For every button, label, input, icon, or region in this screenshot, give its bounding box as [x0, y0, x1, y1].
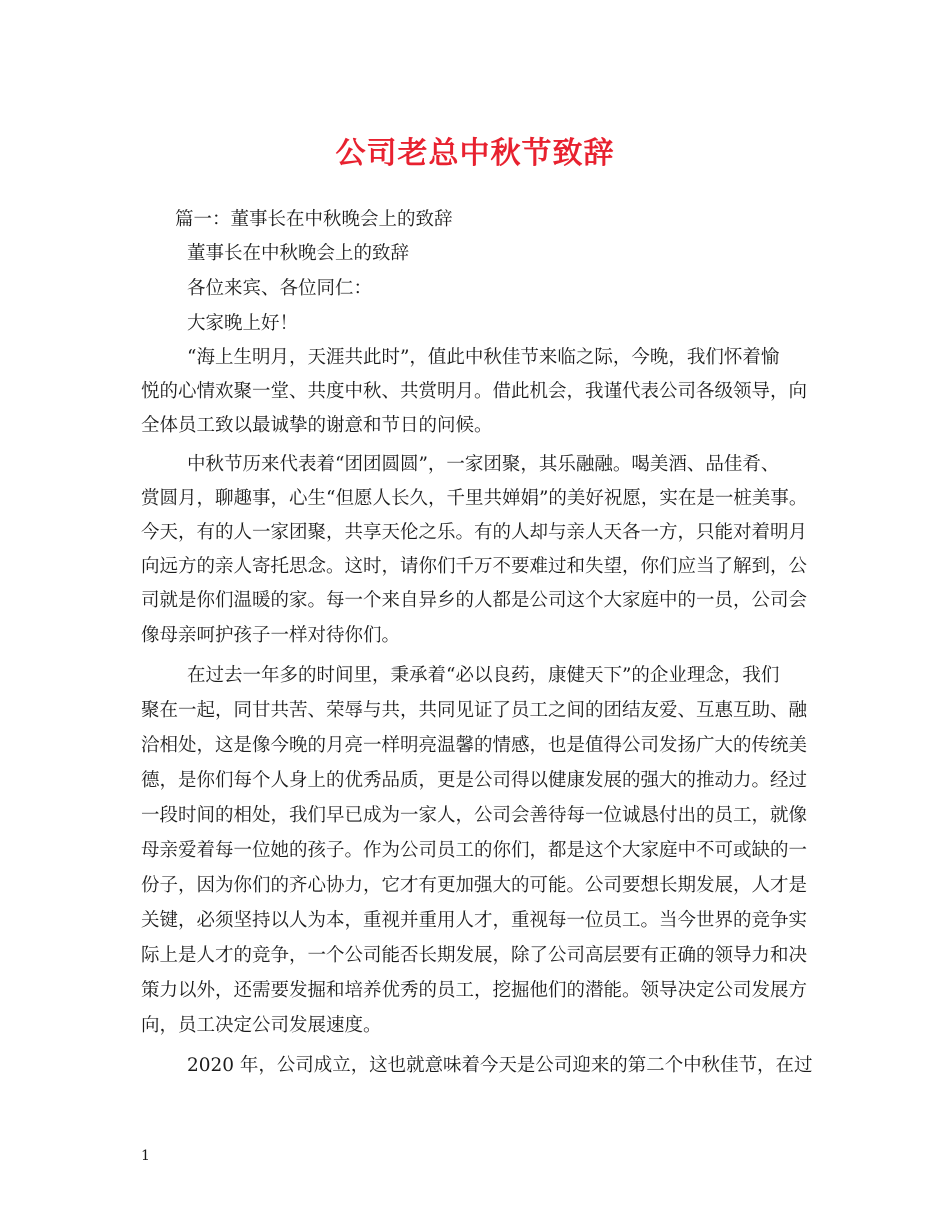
paragraph-line: 母亲爱着每一位她的孩子。作为公司员工的你们，都是这个大家庭中不可或缺的一	[141, 840, 808, 861]
paragraph-line: 一段时间的相处，我们早已成为一家人，公司会善待每一位诚恳付出的员工，就像	[141, 805, 808, 826]
paragraph-line: 际上是人才的竞争，一个公司能否长期发展，除了公司高层要有正确的领导力和决	[141, 945, 808, 966]
paragraph-line: 悦的心情欢聚一堂、共度中秋、共赏明月。借此机会，我谨代表公司各级领导，向	[141, 381, 808, 402]
paragraph-line: 聚在一起，同甘共苦、荣辱与共，共同见证了员工之间的团结友爱、互惠互助、融	[141, 700, 808, 721]
document-title: 公司老总中秋节致辞	[335, 136, 615, 171]
section-heading: 篇一：董事长在中秋晚会上的致辞	[175, 209, 453, 230]
paragraph-line: 赏圆月，聊趣事，心生“但愿人长久，千里共婵娟”的美好祝愿，实在是一桩美事。	[141, 488, 808, 509]
paragraph-line: 在过去一年多的时间里，秉承着“必以良药，康健天下”的企业理念，我们	[187, 665, 780, 686]
speech-subtitle: 董事长在中秋晚会上的致辞	[187, 243, 410, 264]
paragraph-line: 2020 年，公司成立，这也就意味着今天是公司迎来的第二个中秋佳节，在过	[187, 1055, 813, 1076]
paragraph-line: 关键，必须坚持以人为本，重视并重用人才，重视每一位员工。当今世界的竞争实	[141, 910, 808, 931]
salutation: 各位来宾、各位同仁：	[187, 278, 373, 299]
greeting: 大家晚上好！	[187, 313, 299, 334]
paragraph-line: 司就是你们温暖的家。每一个来自异乡的人都是公司这个大家庭中的一员，公司会	[141, 590, 808, 611]
paragraph-line: 德，是你们每个人身上的优秀品质，更是公司得以健康发展的强大的推动力。经过	[141, 770, 808, 791]
paragraph-line: 向远方的亲人寄托思念。这时，请你们千万不要难过和失望，你们应当了解到，公	[141, 556, 808, 577]
paragraph-line: 今天，有的人一家团聚，共享天伦之乐。有的人却与亲人天各一方，只能对着明月	[141, 522, 808, 543]
paragraph-line: 洽相处，这是像今晚的月亮一样明亮温馨的情感，也是值得公司发扬广大的传统美	[141, 735, 808, 756]
paragraph-line: 策力以外，还需要发掘和培养优秀的员工，挖掘他们的潜能。领导决定公司发展方	[141, 980, 808, 1001]
paragraph-line: 像母亲呵护孩子一样对待你们。	[141, 625, 401, 646]
paragraph-line: 中秋节历来代表着“团团圆圆”，一家团聚，其乐融融。喝美酒、品佳肴、	[187, 454, 780, 475]
paragraph-line: 向，员工决定公司发展速度。	[141, 1015, 382, 1036]
paragraph-line: 份子，因为你们的齐心协力，它才有更加强大的可能。公司要想长期发展，人才是	[141, 875, 808, 896]
paragraph-line: 全体员工致以最诚挚的谢意和节日的问候。	[141, 415, 493, 436]
paragraph-line: “海上生明月，天涯共此时”，值此中秋佳节来临之际，今晚，我们怀着愉	[187, 347, 780, 368]
page-number: 1	[141, 1148, 150, 1164]
